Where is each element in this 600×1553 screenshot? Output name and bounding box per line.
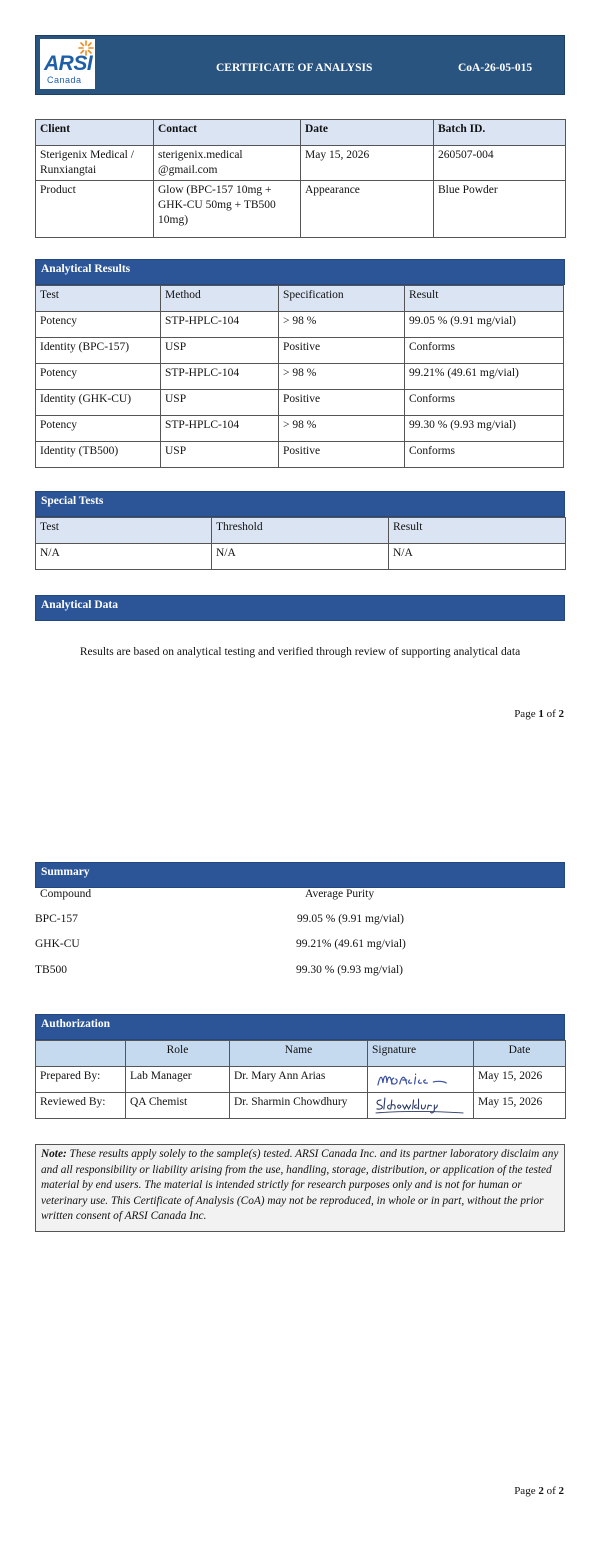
results-method: STP-HPLC-104 (161, 312, 279, 338)
results-spec: Positive (279, 338, 405, 364)
auth-header-date: Date (474, 1041, 566, 1067)
date-cell: May 15, 2026 (301, 146, 434, 181)
results-method: STP-HPLC-104 (161, 416, 279, 442)
auth-role: Lab Manager (126, 1067, 230, 1093)
product-line-2: GHK-CU 50mg + TB500 (158, 199, 276, 211)
special-result: N/A (389, 544, 566, 570)
logo-canada-text: Canada (47, 75, 82, 85)
page-current: 1 (538, 708, 544, 720)
document-title: CERTIFICATE OF ANALYSIS (216, 62, 373, 74)
document-number: CoA-26-05-015 (458, 62, 533, 74)
auth-step: Reviewed By: (36, 1093, 126, 1119)
special-header-threshold: Threshold (212, 518, 389, 544)
results-header-result: Result (405, 286, 564, 312)
client-info-table (35, 119, 566, 238)
note-text: These results apply solely to the sample(s) tested. ARSI Canada Inc. and its partner laboratory disclaim any and all responsibility or liability arising from the use, handling, storage, distribution, or application of the tested material by end users. The material is intended strictly for research purposes only and is not for human or veterinary use. This Certificate of Analysis (CoA) may not be reproduced, in whole or in part, without the prior written consent of ARSI Canada Inc. (41, 1148, 559, 1223)
page-number-2 (514, 1485, 564, 1497)
summary-purity: 99.30 % (9.93 mg/vial) (296, 964, 403, 976)
authorization-row (36, 1067, 566, 1093)
results-result: Conforms (405, 338, 564, 364)
results-row (36, 390, 564, 416)
summary-compound: TB500 (35, 964, 67, 976)
results-test: Identity (BPC-157) (36, 338, 161, 364)
results-method: STP-HPLC-104 (161, 364, 279, 390)
results-test: Potency (36, 364, 161, 390)
summary-col-compound: Compound (40, 888, 92, 900)
analytical-results-title: Analytical Results (35, 259, 565, 285)
results-spec: > 98 % (279, 416, 405, 442)
results-header-method: Method (161, 286, 279, 312)
appearance-label: Appearance (301, 181, 434, 238)
authorization-title: Authorization (35, 1014, 565, 1040)
results-test: Identity (GHK-CU) (36, 390, 161, 416)
page-total: 2 (558, 1485, 564, 1497)
authorization-header-row (36, 1041, 566, 1067)
results-result: 99.21% (49.61 mg/vial) (405, 364, 564, 390)
contact-cell (154, 146, 301, 181)
results-result: Conforms (405, 442, 564, 468)
disclaimer-note (35, 1144, 565, 1232)
results-result: 99.30 % (9.93 mg/vial) (405, 416, 564, 442)
results-row (36, 364, 564, 390)
special-test: N/A (36, 544, 212, 570)
page-current: 2 (538, 1485, 544, 1497)
auth-header-role: Role (126, 1041, 230, 1067)
signature-cell (368, 1067, 474, 1093)
auth-header-blank (36, 1041, 126, 1067)
special-tests-table (35, 517, 566, 570)
client-line-1: Sterigenix Medical / (40, 149, 134, 161)
analytical-data-text: Results are based on analytical testing and verified through review of supporting analytical data (79, 646, 521, 658)
appearance-cell: Blue Powder (434, 181, 566, 238)
results-row (36, 416, 564, 442)
results-spec: > 98 % (279, 312, 405, 338)
header-batch: Batch ID. (434, 120, 566, 146)
results-method: USP (161, 390, 279, 416)
auth-name: Dr. Mary Ann Arias (230, 1067, 368, 1093)
auth-header-signature: Signature (368, 1041, 474, 1067)
client-cell (36, 146, 154, 181)
analytical-data-title: Analytical Data (35, 595, 565, 621)
summary-title: Summary (35, 862, 565, 888)
results-result: Conforms (405, 390, 564, 416)
signature-cell (368, 1093, 474, 1119)
note-label: Note: (41, 1148, 67, 1160)
authorization-table (35, 1040, 566, 1119)
special-tests-row (36, 544, 566, 570)
page-number-1 (514, 708, 564, 720)
results-method: USP (161, 338, 279, 364)
page-of: of (543, 1485, 559, 1497)
summary-purity: 99.05 % (9.91 mg/vial) (297, 913, 404, 925)
results-spec: > 98 % (279, 364, 405, 390)
page-prefix: Page (514, 1485, 539, 1497)
auth-name: Dr. Sharmin Chowdhury (230, 1093, 368, 1119)
summary-compound: GHK-CU (35, 938, 80, 950)
contact-line-1: sterigenix.medical (158, 149, 243, 161)
product-line-3: 10mg) (158, 214, 189, 226)
special-tests-title: Special Tests (35, 491, 565, 517)
product-label: Product (36, 181, 154, 238)
special-header-test: Test (36, 518, 212, 544)
special-threshold: N/A (212, 544, 389, 570)
authorization-row (36, 1093, 566, 1119)
header-client: Client (36, 120, 154, 146)
special-header-result: Result (389, 518, 566, 544)
client-line-2: Runxiangtai (40, 164, 97, 176)
results-header-row (36, 286, 564, 312)
product-line-1: Glow (BPC-157 10mg + (158, 184, 272, 196)
special-tests-header-row (36, 518, 566, 544)
auth-role: QA Chemist (126, 1093, 230, 1119)
summary-purity: 99.21% (49.61 mg/vial) (296, 938, 406, 950)
results-spec: Positive (279, 390, 405, 416)
results-test: Potency (36, 416, 161, 442)
results-row (36, 312, 564, 338)
results-header-spec: Specification (279, 286, 405, 312)
signature-arias-image (372, 1068, 469, 1090)
summary-col-purity: Average Purity (305, 888, 375, 900)
results-method: USP (161, 442, 279, 468)
results-row (36, 442, 564, 468)
header-date: Date (301, 120, 434, 146)
results-row (36, 338, 564, 364)
auth-date: May 15, 2026 (474, 1093, 566, 1119)
page-of: of (543, 708, 559, 720)
product-row (36, 181, 566, 238)
auth-step: Prepared By: (36, 1067, 126, 1093)
page-prefix: Page (514, 708, 539, 720)
auth-header-name: Name (230, 1041, 368, 1067)
client-info-header-row (36, 120, 566, 146)
product-cell (154, 181, 301, 238)
results-result: 99.05 % (9.91 mg/vial) (405, 312, 564, 338)
summary-compound: BPC-157 (35, 913, 78, 925)
contact-line-2: @gmail.com (158, 164, 218, 176)
results-test: Potency (36, 312, 161, 338)
client-info-row (36, 146, 566, 181)
logo-arsi-text: ARSI (44, 52, 93, 75)
auth-date: May 15, 2026 (474, 1067, 566, 1093)
signature-chowdhury-image (372, 1094, 469, 1116)
analytical-results-table (35, 285, 564, 468)
document-header (35, 35, 565, 95)
results-test: Identity (TB500) (36, 442, 161, 468)
results-header-test: Test (36, 286, 161, 312)
page-total: 2 (558, 708, 564, 720)
arsi-logo (40, 39, 95, 89)
batch-cell: 260507-004 (434, 146, 566, 181)
header-contact: Contact (154, 120, 301, 146)
results-spec: Positive (279, 442, 405, 468)
